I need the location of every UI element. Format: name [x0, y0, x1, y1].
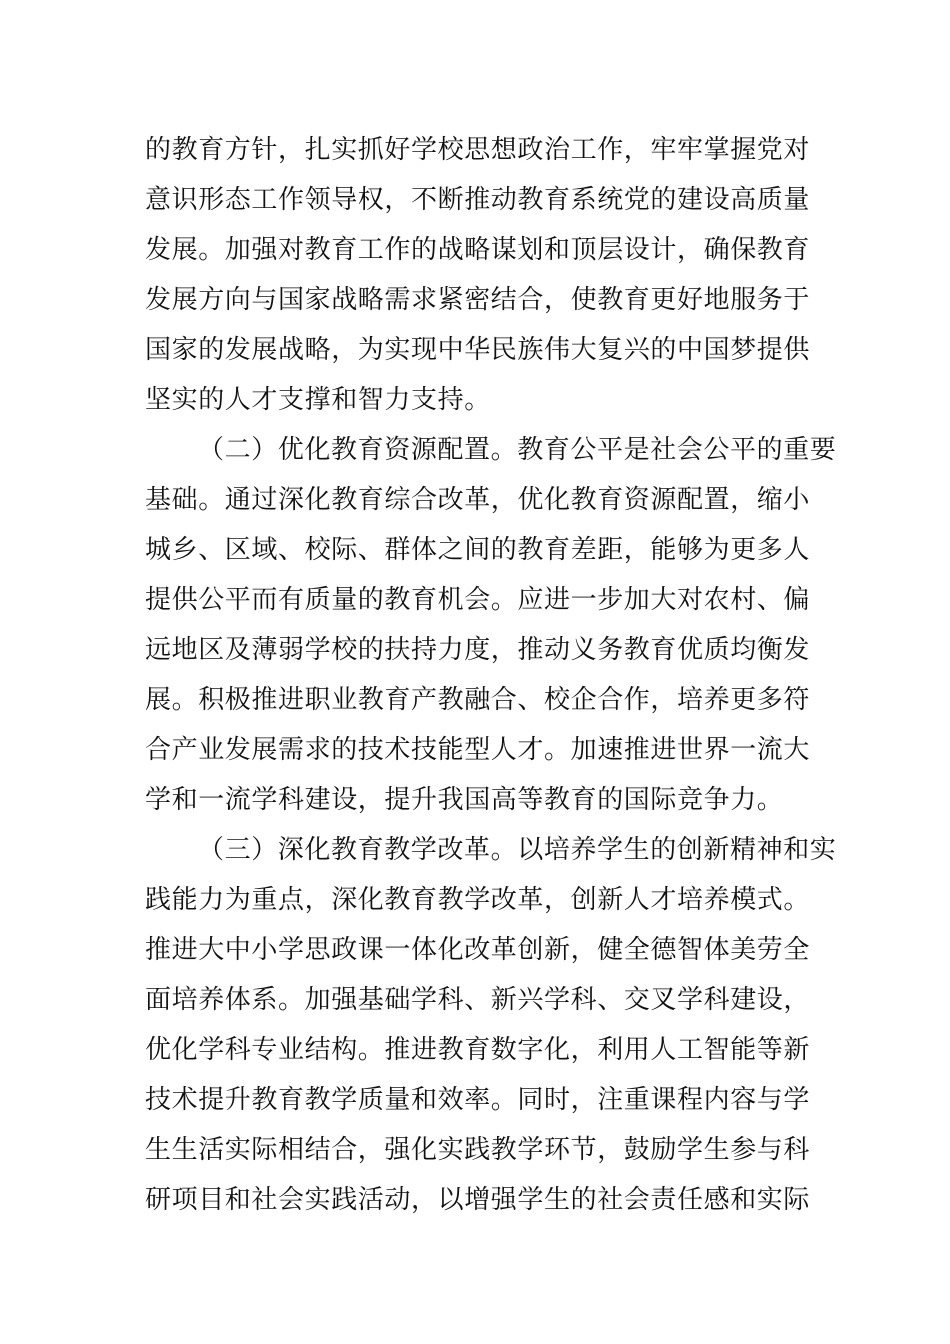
text-line: 远地区及薄弱学校的扶持力度，推动义务教育优质均衡发: [145, 635, 811, 665]
text-line: 提供公平而有质量的教育机会。应进一步加大对农村、偏: [145, 585, 811, 615]
text-line: 坚实的人才支撑和智力支持。: [145, 385, 491, 415]
text-line: 的教育方针，扎实抓好学校思想政治工作，牢牢掌握党对: [145, 135, 811, 165]
text-line: 面培养体系。加强基础学科、新兴学科、交叉学科建设，: [145, 985, 811, 1015]
text-line: 展。积极推进职业教育产教融合、校企合作，培养更多符: [145, 685, 811, 715]
text-line: 优化学科专业结构。推进教育数字化，利用人工智能等新: [145, 1035, 811, 1065]
text-line: 合产业发展需求的技术技能型人才。加速推进世界一流大: [145, 735, 811, 765]
section-heading-line: （三）深化教育教学改革。以培养学生的创新精神和实: [198, 835, 837, 865]
text-line: 推进大中小学思政课一体化改革创新，健全德智体美劳全: [145, 935, 811, 965]
text-line: 生生活实际相结合，强化实践教学环节，鼓励学生参与科: [145, 1135, 811, 1165]
text-line: 意识形态工作领导权，不断推动教育系统党的建设高质量: [145, 185, 811, 215]
text-line: 学和一流学科建设，提升我国高等教育的国际竞争力。: [145, 785, 784, 815]
text-line: 国家的发展战略，为实现中华民族伟大复兴的中国梦提供: [145, 335, 811, 365]
text-line: 城乡、区域、校际、群体之间的教育差距，能够为更多人: [145, 535, 811, 565]
section-heading-line: （二）优化教育资源配置。教育公平是社会公平的重要: [198, 435, 837, 465]
text-line: 践能力为重点，深化教育教学改革，创新人才培养模式。: [145, 885, 811, 915]
text-line: 研项目和社会实践活动，以增强学生的社会责任感和实际: [145, 1185, 811, 1215]
text-line: 技术提升教育教学质量和效率。同时，注重课程内容与学: [145, 1085, 811, 1115]
text-line: 发展方向与国家战略需求紧密结合，使教育更好地服务于: [145, 285, 811, 315]
text-line: 发展。加强对教育工作的战略谋划和顶层设计，确保教育: [145, 235, 811, 265]
text-line: 基础。通过深化教育综合改革，优化教育资源配置，缩小: [145, 485, 811, 515]
